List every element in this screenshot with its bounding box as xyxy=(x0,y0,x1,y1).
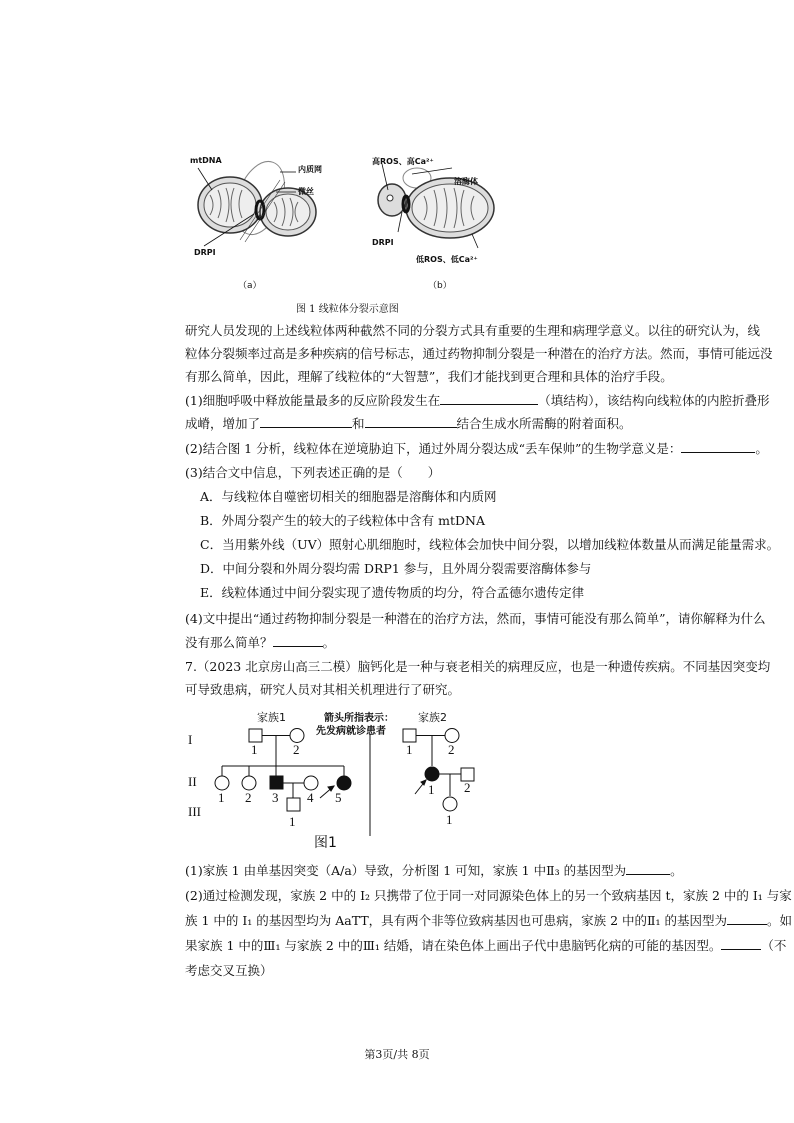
q1-blank-structure[interactable] xyxy=(440,390,538,405)
question-7-2-line-1: (2)通过检测发现，家族 2 中的 I₂ 只携带了位于同一对同源染色体上的另一个致病基因 t，家族 2 中的 I₁ 与家 xyxy=(185,888,792,903)
q1-blank-1[interactable] xyxy=(260,413,352,428)
pedigree-figure xyxy=(180,706,500,856)
f1-i-1: 1 xyxy=(251,742,258,757)
q4-blank[interactable] xyxy=(273,632,323,647)
f2-ii-2: 2 xyxy=(464,780,471,795)
label-high-ros: 高ROS、高Ca²⁺ xyxy=(372,157,434,166)
question-7-line-1: 7.（2023 北京房山高三二模）脑钙化是一种与衰老相关的病理反应，也是一种遗传疾病。不同基因突变均 xyxy=(185,659,771,674)
f1-i-2: 2 xyxy=(293,742,300,757)
paragraph-line-1: 研究人员发现的上述线粒体两种截然不同的分裂方式具有重要的生理和病理学意义。以往的研究认为，线 xyxy=(185,323,761,338)
label-lysosome: 溶酶体 xyxy=(454,177,478,186)
option-a: A．与线粒体自噬密切相关的细胞器是溶酶体和内质网 xyxy=(200,489,497,504)
question-7-2-line-2 xyxy=(185,910,793,931)
label-er: 内质网 xyxy=(298,165,322,174)
subfigure-tag-b: （b） xyxy=(428,281,452,291)
f2-i-2: 2 xyxy=(448,742,455,757)
label-drp-b: DRPI xyxy=(372,238,394,247)
figure-caption: 图 1 线粒体分裂示意图 xyxy=(296,304,399,315)
option-c: C．当用紫外线（UV）照射心肌细胞时，线粒体会加快中间分裂，以增加线粒体数量从而满足能量需求。 xyxy=(200,537,780,552)
q4-text: 没有那么简单？ xyxy=(185,635,273,650)
q1-blank-2[interactable] xyxy=(365,413,457,428)
f1-ii-3: 3 xyxy=(272,790,279,805)
question-4-line-1: (4)文中提出“通过药物抑制分裂是一种潜在的治疗方法，然而，事情可能没有那么简单”，请你解释为什么 xyxy=(185,611,766,626)
paragraph-line-2: 粒体分裂频率过高是多种疾病的信号标志，通过药物抑制分裂是一种潜在的治疗方法。然而，事情可能远没 xyxy=(185,346,773,361)
q2-end: 。 xyxy=(755,441,768,456)
q7-2-text-d: （不 xyxy=(761,938,787,953)
question-7-2-line-4: 考虑交叉互换） xyxy=(185,963,273,978)
f1-ii-4: 4 xyxy=(307,790,314,805)
option-e: E．线粒体通过中间分裂实现了遗传物质的均分，符合孟德尔遗传定律 xyxy=(200,585,585,600)
pedigree-caption: 图1 xyxy=(314,835,337,851)
f2-i-1: 1 xyxy=(406,742,413,757)
q7-1-end: 。 xyxy=(670,863,683,878)
generation-iii-label: III xyxy=(188,804,201,819)
q7-2-blank-1[interactable] xyxy=(727,910,767,925)
paragraph-line-3: 有那么简单，因此，理解了线粒体的“大智慧”，我们才能找到更合理和具体的治疗手段。 xyxy=(185,369,673,384)
question-1-line-1 xyxy=(185,390,770,411)
question-3: (3)结合文中信息，下列表述正确的是（ ） xyxy=(185,465,441,480)
q7-1-blank[interactable] xyxy=(626,860,670,875)
question-4-line-2 xyxy=(185,632,760,653)
q7-2-text-c: 果家族 1 中的Ⅲ₁ 与家族 2 中的Ⅲ₁ 结婚，请在染色体上画出子代中患脑钙化病的可能的基因型。 xyxy=(185,938,722,953)
label-drp-a: DRPI xyxy=(194,248,216,257)
subfigure-tag-a: （a） xyxy=(238,281,262,291)
q2-blank[interactable] xyxy=(681,438,755,453)
arrow-note-line-2: 先发病就诊患者 xyxy=(316,726,386,737)
q7-2-text-b: 。如 xyxy=(767,913,793,928)
label-mtdna: mtDNA xyxy=(190,156,222,165)
f1-ii-2: 2 xyxy=(245,790,252,805)
option-b: B．外周分裂产生的较大的子线粒体中含有 mtDNA xyxy=(200,513,486,528)
q1-text-d: 和 xyxy=(352,416,365,431)
page-footer: 第3页/共 8页 xyxy=(364,1048,430,1061)
question-7-1 xyxy=(185,860,760,881)
f1-iii-1: 1 xyxy=(289,814,296,829)
question-1-line-2 xyxy=(185,413,760,434)
q1-text-e: 结合生成水所需酶的附着面积。 xyxy=(456,416,632,431)
label-low-ros: 低ROS、低Ca²⁺ xyxy=(416,255,478,264)
q2-text: (2)结合图 1 分析，线粒体在逆境胁迫下，通过外周分裂达成“丢车保帅”的生物学意义是： xyxy=(185,441,682,456)
f2-ii-1: 1 xyxy=(428,782,435,797)
q7-2-text-a: 族 1 中的 I₁ 的基因型均为 AaTT，具有两个非等位致病基因也可患病，家族 2 中的Ⅱ₁ 的基因型为 xyxy=(185,913,728,928)
q1-text-a: (1)细胞呼吸中释放能量最多的反应阶段发生在 xyxy=(185,393,441,408)
figure-mitochondria-a xyxy=(190,150,340,290)
q4-end: 。 xyxy=(322,635,336,650)
q1-text-b: （填结构），该结构向线粒体的内腔折叠形 xyxy=(538,393,770,408)
family-2-label: 家族2 xyxy=(418,711,447,724)
generation-i-label: I xyxy=(188,732,193,747)
f2-iii-1: 1 xyxy=(446,812,453,827)
question-7-line-2: 可导致患病，研究人员对其相关机理进行了研究。 xyxy=(185,682,461,697)
q7-1-text: (1)家族 1 由单基因突变（A/a）导致，分析图 1 可知，家族 1 中Ⅱ₃ 的基因型为 xyxy=(185,863,627,878)
f1-ii-1: 1 xyxy=(218,790,225,805)
label-microfilament: 微丝 xyxy=(298,187,314,196)
q1-text-c: 成嵴，增加了 xyxy=(185,416,261,431)
option-d: D．中间分裂和外周分裂均需 DRP1 参与，且外周分裂需要溶酶体参与 xyxy=(200,561,592,576)
family-1-label: 家族1 xyxy=(257,711,286,724)
question-2 xyxy=(185,438,768,459)
generation-ii-label: II xyxy=(188,774,197,789)
arrow-note-line-1: 箭头所指表示： xyxy=(324,713,394,724)
f1-ii-5: 5 xyxy=(335,790,342,805)
q7-2-blank-2[interactable] xyxy=(721,935,761,950)
question-7-2-line-3 xyxy=(185,935,787,956)
figure-mitochondria-b xyxy=(372,150,522,290)
